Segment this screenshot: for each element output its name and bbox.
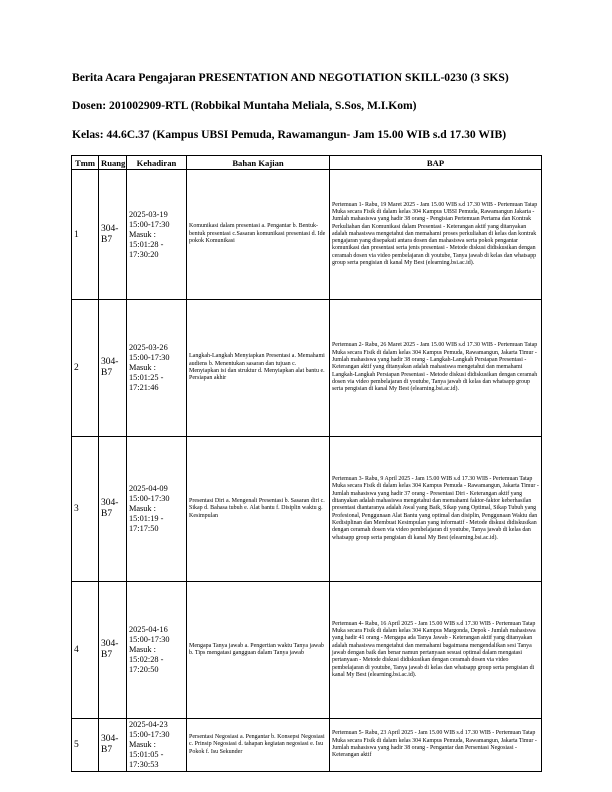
check-in-time: Masuk : 15:01:28 - 17:30:20 — [129, 229, 164, 259]
schedule-time: 2025-04-23 15:00-17:30 — [129, 720, 170, 739]
meeting-number: 5 — [72, 719, 99, 772]
schedule-time: 2025-04-09 15:00-17:30 — [129, 484, 170, 503]
check-in-time: Masuk : 15:01:05 - 17:30:53 — [129, 740, 164, 769]
column-header-bahan-kajian: Bahan Kajian — [187, 156, 330, 170]
schedule-time: 2025-04-16 15:00-17:30 — [129, 625, 170, 644]
meeting-number: 3 — [72, 437, 99, 582]
table-row — [72, 719, 542, 772]
document-title: Berita Acara Pengajaran PRESENTATION AND NEGOTIATION SKILL-0230 (3 SKS) — [72, 71, 509, 84]
bap-report-cell: Pertemuan 4- Rabu, 16 April 2025 - Jam 15.00 WIB s.d 17.30 WIB - Pertemuan Tatap Muka secara Fisik di dalam kelas 304 Kampus Margonda, Depok - Jumlah mahasiswa yang hadir 41 orang - Mengapa ada Tanya Jawab - Keterangan aktif yang ditanyakan adalah mahasiswa mengetahui dan memahami bagaimana mengendalikan sesi Tanya jawab dengan baik dan benar namun pertanyaan sesuai optimal dalam mengatasi pertanyaan - Metode diskusi didiskusikan dengan ceramah dosen via video pembelajaran di youtube, Tanya jawab di kelas dan whatsapp group serta pengisian di kanal My Best (elearning.bsi.ac.id). — [330, 582, 542, 719]
class-line: Kelas: 44.6C.37 (Kampus UBSI Pemuda, Rawamangun- Jam 15.00 WIB s.d 17.30 WIB) — [72, 128, 507, 141]
room-cell: 304-B7 — [99, 300, 127, 437]
column-header-kehadiran: Kehadiran — [127, 156, 187, 170]
room-cell: 304-B7 — [99, 437, 127, 582]
attendance-cell — [127, 300, 187, 437]
bap-report-cell: Pertemuan 2- Rabu, 26 Maret 2025 - Jam 15.00 WIB s.d 17.30 WIB - Pertemuan Tatap Muka secara Fisik di dalam kelas 304 Kampus Pemuda, Rawamangun, Jakarta Timur - Jumlah mahasiswa yang hadir 38 orang - Langkah-Langkah Persiapan Presentasi - Keterangan aktif yang ditanyakan adalah mahasiswa mengetahui dan memahami Langkah-Langkah Persiapan Presentasi - Metode diskusi didiskusikan dengan ceramah dosen via video pembelajaran di youtube, Tanya jawab di kelas dan whatsapp group serta pengisian di kanal My Best (elearning.bsi.ac.id). — [330, 300, 542, 437]
meeting-number: 2 — [72, 300, 99, 437]
topic-cell: Presentasi Diri a. Mengenali Presentasi b. Sasaran diri c. Sikap d. Bahasa tubuh e. Alat bantu f. Disiplin waktu g. Kesimpulan — [187, 437, 330, 582]
table-row — [72, 170, 542, 300]
check-in-time: Masuk : 15:01:19 - 17:17:50 — [129, 504, 164, 533]
attendance-cell — [127, 170, 187, 300]
meeting-number: 1 — [72, 170, 99, 300]
table-row — [72, 582, 542, 719]
attendance-cell — [127, 437, 187, 582]
attendance-cell — [127, 582, 187, 719]
attendance-cell — [127, 719, 187, 772]
column-header-ruang: Ruang — [99, 156, 127, 170]
table-row — [72, 300, 542, 437]
bap-table — [71, 155, 542, 772]
check-in-time: Masuk : 15:01:25 - 17:21:46 — [129, 363, 164, 392]
topic-cell: Persentasi Negosiasi a. Pengantar b. Konsepsi Negosiasi c. Prinsip Negosiasi d. tahapan kegiatan negosiasi e. Isu Pokok f. Isu Sekunder — [187, 719, 330, 772]
check-in-time: Masuk : 15:02:28 - 17:20:50 — [129, 645, 164, 674]
room-cell: 304-B7 — [99, 719, 127, 772]
column-header-tmm: Tmm — [72, 156, 99, 170]
column-header-bap: BAP — [330, 156, 542, 170]
table-header-row — [72, 156, 542, 170]
room-cell: 304-B7 — [99, 582, 127, 719]
table-row — [72, 437, 542, 582]
bap-report-cell: Pertemuan 5- Rabu, 23 April 2025 - Jam 15.00 WIB s.d 17.30 WIB - Pertemuan Tatap Muka secara Fisik di dalam kelas 304 Kampus Pemuda, Rawamangun, Jakarta Timur - Jumlah mahasiswa yang hadir 38 orang - Pengantar dan Persentasi Negosiasi - Keterangan aktif — [330, 719, 542, 772]
lecturer-line: Dosen: 201002909-RTL (Robbikal Muntaha Meliala, S.Sos, M.I.Kom) — [72, 99, 417, 112]
bap-report-cell: Pertemuan 1- Rabu, 19 Maret 2025 - Jam 15.00 WIB s.d 17.30 WIB - Pertemuan Tatap Muka secara Fisik di dalam kelas 304 Kampus UBSI Pemuda, Rawamangun Jakarta - Jumlah mahasiswa yang hadir 38 orang - Pengisian Pertemuan Pertama dan Kontrak Perkuliahan dan Komunikasi dalam Presentasi - Keterangan aktif yang ditanyakan adalah mahasiswa mengetahui dan memahami proses perkuliahan di kelas dan kontrak pengajaran yang disepakati antara dosen dan mahasiswa serta pokok pengantar komunikasi dan presentasi serta jenis presentasi - Metode diskusi didiskusikan dengan ceramah dosen via video pembelajaran di youtube, Tanya jawab di kelas dan whatsapp group serta pengisian di kanal My Best (elearning.bsi.ac.id). — [330, 170, 542, 300]
room-cell: 304-B7 — [99, 170, 127, 300]
bap-report-cell: Pertemuan 3- Rabu, 9 April 2025 - Jam 15.00 WIB s.d 17.30 WIB - Pertemuan Tatap Muka secara Fisik di dalam kelas 304 Kampus Pemuda - Rawamangun, Jakarta Timur - Jumlah mahasiswa yang hadir 37 orang - Presentasi Diri - Keterangan aktif yang ditanyakan adalah mahasiswa mengetahui dan memahami faktor-faktor keberhasilan presentasi diantaranya adalah Awal yang Baik, Sikap yang Optimal, Sikap Tubuh yang Profesional, Penggunaan Alat Bantu yang optimal dan disiplin, Penggunaan Waktu dan Kedisiplinan dan Membuat Kesimpulan yang informatif - Metode diskusi didiskusikan dengan ceramah dosen via video pembelajaran di youtube, Tanya jawab di kelas dan whatsapp group serta pengisian di kanal My Best (elearning.bsi.ac.id). — [330, 437, 542, 582]
topic-cell: Komunikasi dalam presentasi a. Pengantar b. Bentuk-bentuk presentasi c.Sasaran komunikasi presentasi d. Ide pokok Komunikasi — [187, 170, 330, 300]
schedule-time: 2025-03-19 15:00-17:30 — [129, 209, 170, 229]
meeting-number: 4 — [72, 582, 99, 719]
topic-cell: Mengapa Tanya jawab a. Pengertian waktu Tanya jawab b. Tips mengatasi gangguan dalam Tanya jawab — [187, 582, 330, 719]
topic-cell: Langkah-Langkah Menyiapkan Presentasi a. Memahami audiens b. Menentukan sasaran dan tujuan c. Menyiapkan isi dan struktur d. Menyiapkan alat bantu e. Persiapan akhir — [187, 300, 330, 437]
schedule-time: 2025-03-26 15:00-17:30 — [129, 343, 170, 362]
